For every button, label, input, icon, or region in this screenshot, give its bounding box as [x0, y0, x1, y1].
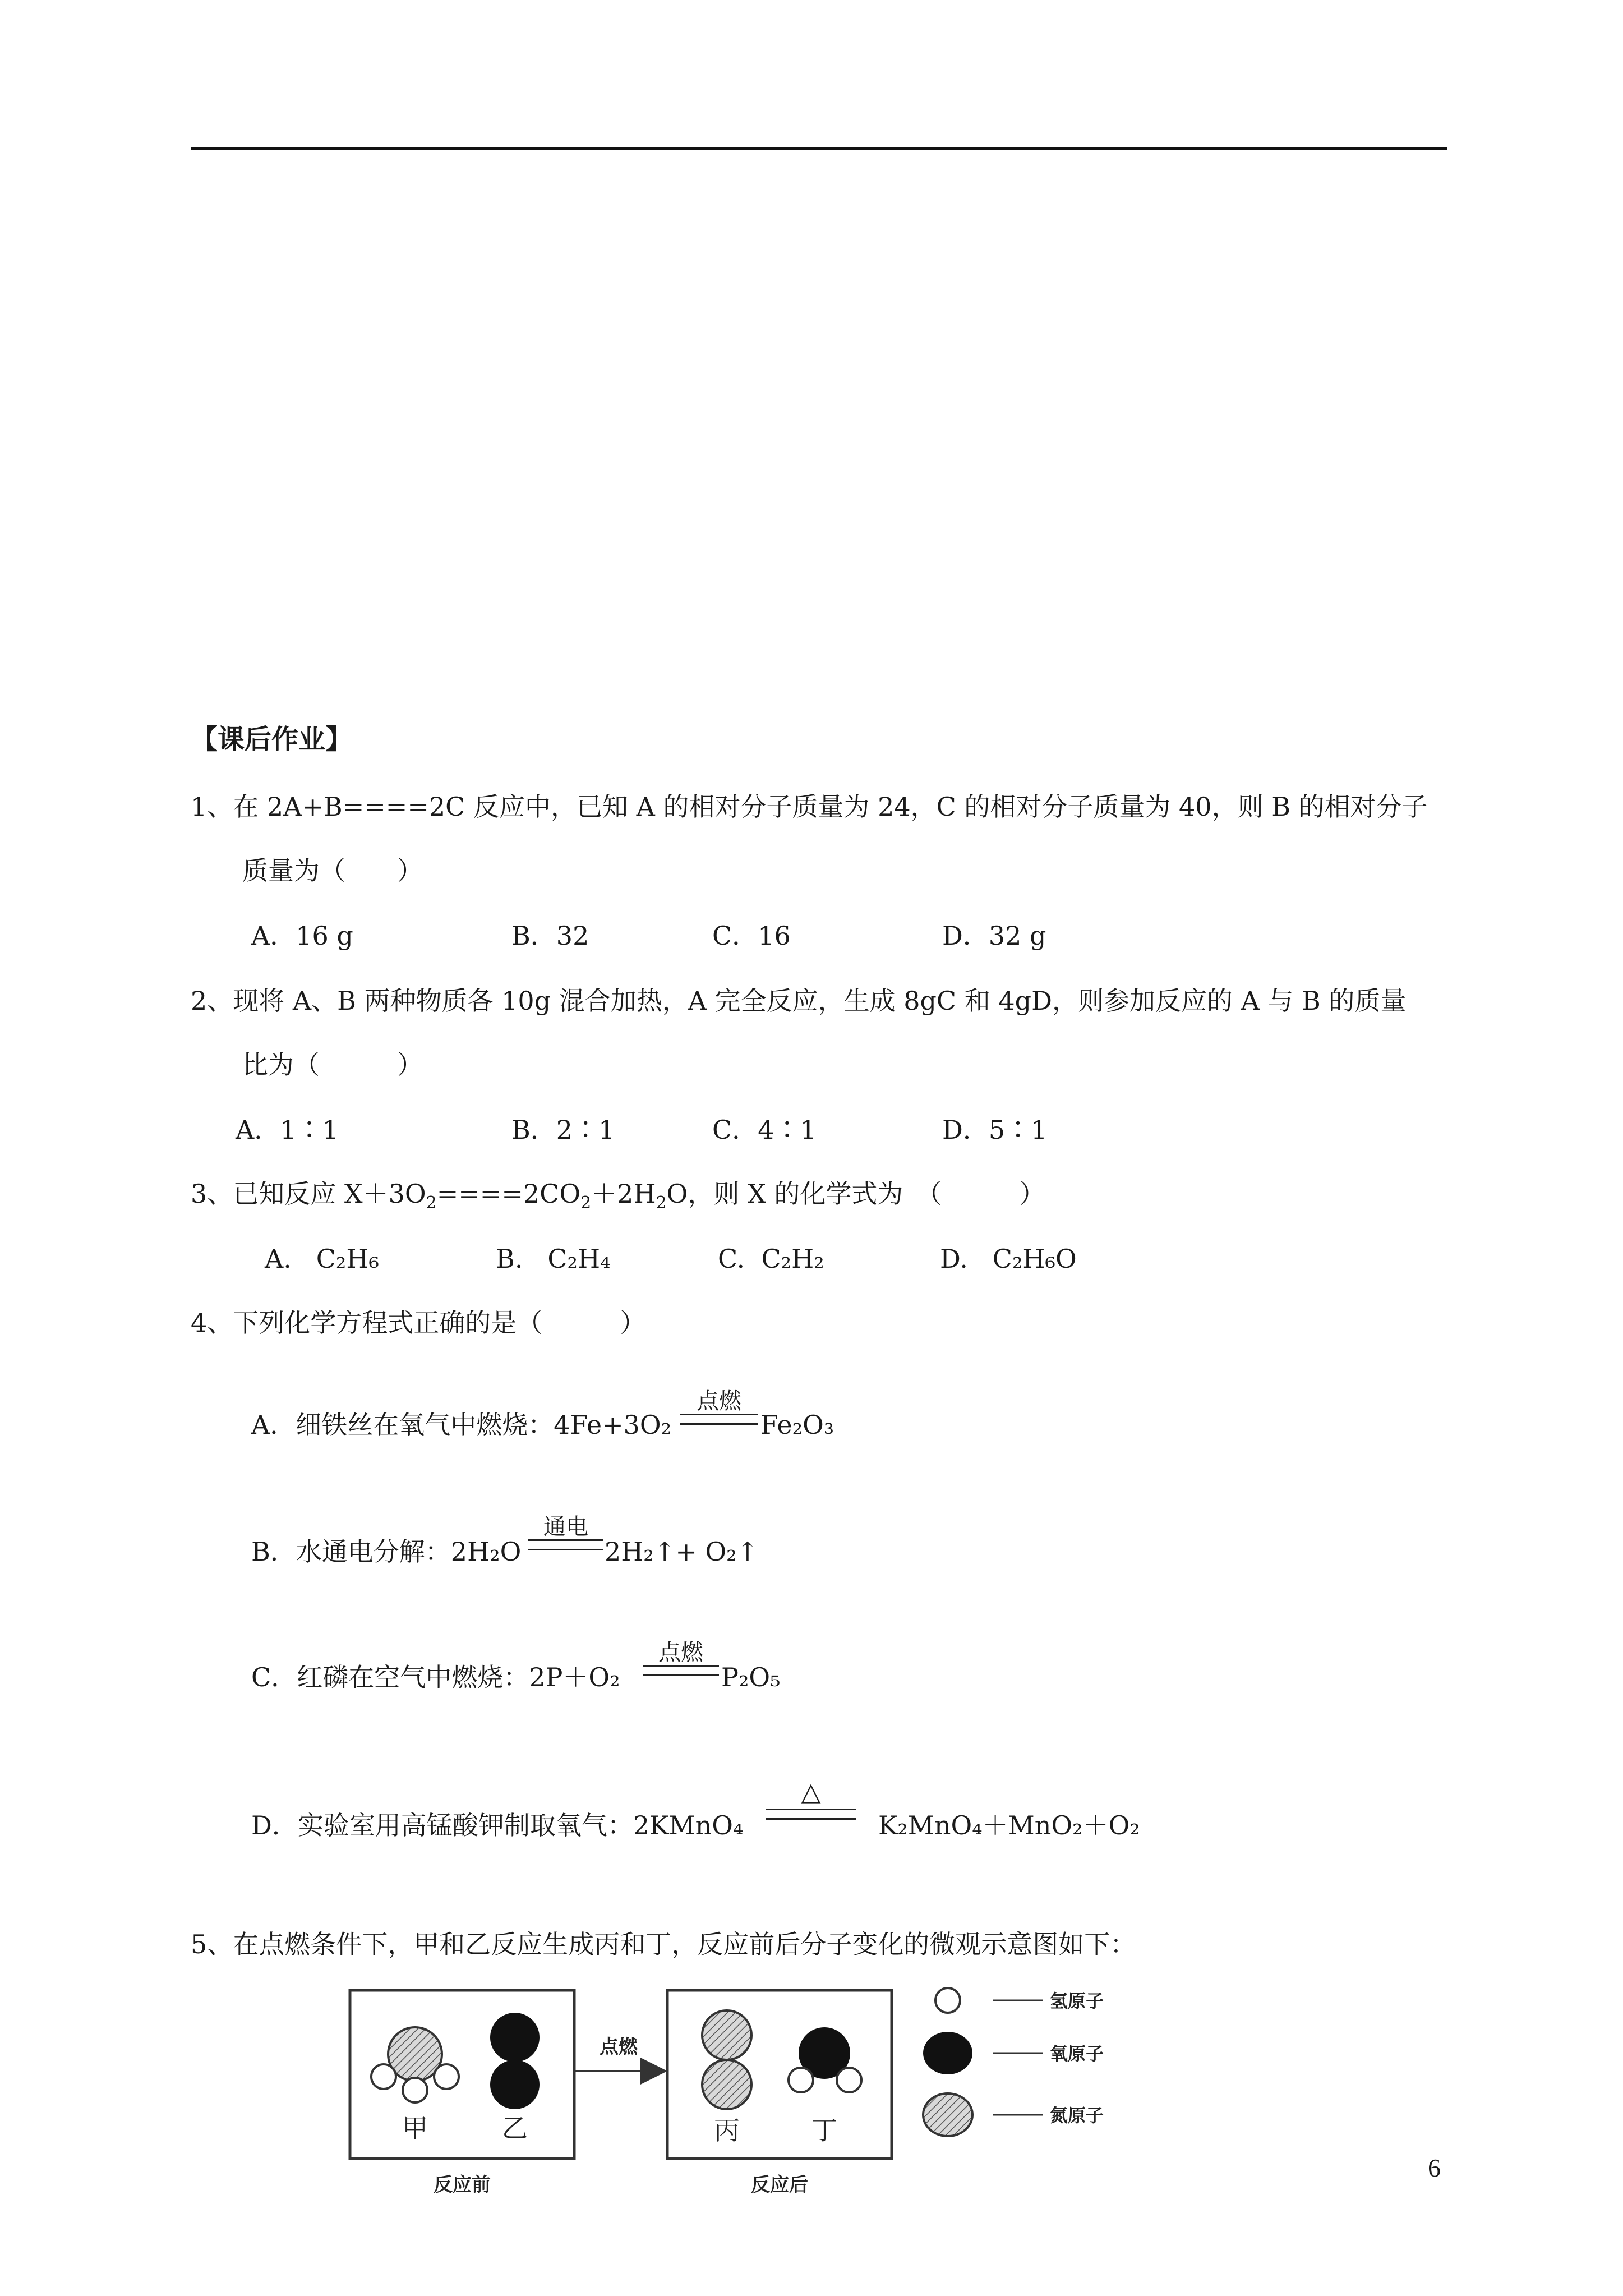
q3-option-c	[718, 1242, 824, 1276]
q2-option-b: B．2∶1	[511, 1115, 615, 1145]
q3-sub-h2o: 2	[656, 1193, 667, 1213]
q4-option-d-condition	[766, 1775, 856, 1820]
label-ding: 丁	[811, 2115, 837, 2146]
oxygen-atom	[490, 2013, 540, 2062]
label-yi: 乙	[502, 2113, 528, 2143]
nitrogen-atom	[702, 2060, 751, 2109]
q1-stem-line1: 1、在 2A+B====2C 反应中，已知 A 的相对分子质量为 24，C 的相对分子质量为 40，则 B 的相对分子	[191, 792, 1428, 822]
q1-option-c: C．16	[712, 921, 791, 951]
q3-option-c-formula: C₂H₂	[761, 1244, 824, 1274]
q4-option-c-equals-sign	[643, 1665, 719, 1676]
q4-option-b-product: 2H₂↑+ O₂↑	[605, 1536, 759, 1567]
q3-option-b-formula: C₂H₄	[547, 1244, 611, 1274]
q4-option-a-reactants: A．细铁丝在氧气中燃烧：4Fe+3O₂	[251, 1410, 672, 1440]
q3-option-d-formula: C₂H₆O	[992, 1244, 1077, 1274]
header-rule	[191, 147, 1447, 150]
q3-sub-co2: 2	[580, 1193, 592, 1213]
molecule-bing	[702, 2010, 751, 2109]
q3-option-d	[940, 1242, 1077, 1276]
q3-stem	[191, 1177, 1045, 1211]
hydrogen-atom	[434, 2064, 459, 2089]
q4-option-b-condition-label: 通电	[543, 1514, 588, 1540]
hydrogen-atom	[789, 2068, 813, 2092]
q4-option-a-condition	[680, 1389, 758, 1425]
q4-option-c-condition-label: 点燃	[658, 1640, 703, 1665]
q1-option-b: B．32	[511, 921, 589, 951]
q4-option-b-equals-sign	[528, 1539, 603, 1550]
hydrogen-atom	[371, 2064, 396, 2089]
q1-option-a: A．16 g	[251, 921, 353, 951]
q1-stem-line2: 质量为（ ）	[242, 855, 423, 886]
q3-option-c-letter: C.	[718, 1244, 745, 1274]
q3-stem-suffix: O，则 X 的化学式为 （ ）	[666, 1179, 1045, 1209]
arrow-label: 点燃	[600, 2036, 638, 2058]
hydrogen-atom	[403, 2078, 427, 2102]
q4-stem: 4、下列化学方程式正确的是（ ）	[191, 1308, 646, 1338]
q3-option-b-letter: B.	[496, 1244, 523, 1274]
q4-option-c-product: P₂O₅	[721, 1662, 781, 1692]
legend-hydrogen-label: 氢原子	[1050, 1990, 1104, 2012]
nitrogen-atom	[702, 2010, 751, 2060]
legend	[923, 1988, 1104, 2136]
q4-option-d-product: K₂MnO₄＋MnO₂＋O₂	[878, 1810, 1140, 1841]
molecule-jia	[371, 2027, 459, 2102]
q4-option-a-product: Fe₂O₃	[760, 1410, 834, 1440]
q3-stem-mid2: ＋2H	[591, 1179, 656, 1209]
caption-after: 反应后	[751, 2174, 808, 2196]
page-number: 6	[1428, 2154, 1441, 2182]
q3-option-a-formula: C₂H₆	[316, 1244, 379, 1274]
q3-sub-o2: 2	[426, 1193, 437, 1213]
q2-option-d: D．5∶1	[942, 1115, 1048, 1145]
q5-stem: 5、在点燃条件下，甲和乙反应生成丙和丁，反应前后分子变化的微观示意图如下：	[191, 1929, 1136, 1959]
label-bing: 丙	[714, 2115, 740, 2146]
q3-option-a	[265, 1242, 379, 1276]
q4-option-b-condition	[528, 1515, 603, 1550]
q4-option-c-reactants: C．红磷在空气中燃烧：2P＋O₂	[251, 1662, 620, 1692]
q4-option-d-equals-sign	[766, 1809, 856, 1820]
q4-option-d-condition-label: △	[801, 1777, 821, 1807]
q2-option-a: A．1∶1	[236, 1115, 339, 1145]
legend-nitrogen-swatch	[923, 2093, 972, 2136]
legend-nitrogen-label: 氮原子	[1050, 2105, 1104, 2126]
q2-stem-line2: 比为（ ）	[242, 1050, 423, 1080]
label-jia: 甲	[402, 2113, 428, 2143]
q4-option-c-condition	[643, 1640, 719, 1676]
q4-option-b-reactants: B．水通电分解：2H₂O	[251, 1536, 522, 1567]
q4-option-a-equals-sign	[680, 1414, 758, 1425]
q2-stem-line1: 2、现将 A、B 两种物质各 10g 混合加热，A 完全反应，生成 8gC 和 4gD，则参加反应的 A 与 B 的质量	[191, 986, 1407, 1016]
q2-option-c: C．4∶1	[712, 1115, 817, 1145]
q3-option-d-letter: D.	[940, 1244, 968, 1274]
oxygen-atom	[490, 2060, 540, 2109]
q3-stem-prefix: 3、已知反应 X＋3O	[191, 1179, 426, 1209]
molecule-ding	[789, 2027, 861, 2092]
q3-stem-mid1: ====2CO	[436, 1179, 581, 1209]
molecule-diagram	[336, 1975, 1138, 2199]
molecule-yi	[490, 2013, 540, 2109]
q3-option-a-letter: A.	[265, 1244, 292, 1274]
legend-hydrogen-swatch	[935, 1988, 960, 2013]
legend-oxygen-label: 氧原子	[1050, 2043, 1104, 2064]
q3-option-b	[496, 1242, 611, 1276]
hydrogen-atom	[837, 2068, 861, 2092]
legend-oxygen-swatch	[923, 2032, 972, 2074]
section-title: 【课后作业】	[191, 724, 353, 755]
q1-option-d: D．32 g	[942, 921, 1046, 951]
q4-option-a-condition-label: 点燃	[697, 1388, 741, 1414]
caption-before: 反应前	[434, 2174, 491, 2196]
q4-option-d-reactants: D．实验室用高锰酸钾制取氧气：2KMnO₄	[251, 1810, 744, 1841]
